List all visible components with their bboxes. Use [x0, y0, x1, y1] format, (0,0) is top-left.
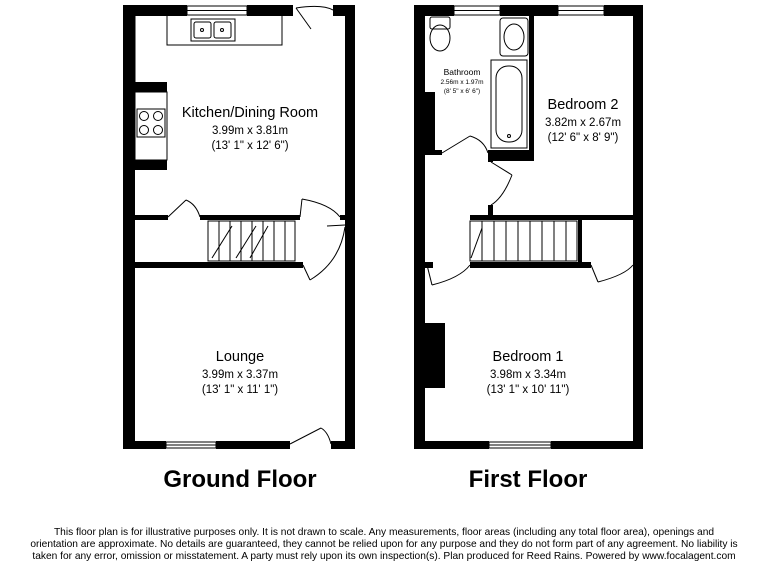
door-kitchen-rear [296, 8, 311, 29]
room-labels [182, 67, 621, 396]
hob-icon [137, 109, 165, 137]
lounge-metric: 3.99m x 3.37m [201, 369, 279, 381]
basin-icon [500, 18, 528, 56]
door-kitchen-hall [168, 200, 186, 217]
sink-icon [191, 19, 235, 41]
door-lounge [303, 265, 310, 280]
bedroom1-metric: 3.98m x 3.34m [489, 369, 567, 381]
kitchen-name: Kitchen/Dining Room [181, 105, 319, 121]
ground-floor-outer-walls [123, 5, 355, 449]
bedroom1-imperial: (13' 1" x 10' 11") [486, 384, 570, 396]
first-floor-staircase [470, 221, 577, 261]
door-bathroom [442, 136, 470, 153]
bathroom-name: Bathroom [443, 67, 481, 77]
lounge-name: Lounge [215, 349, 265, 365]
toilet-icon [430, 17, 450, 51]
lounge-imperial: (13' 1" x 11' 1") [201, 384, 279, 396]
bedroom2-metric: 3.82m x 2.67m [544, 117, 622, 129]
bathroom-metric: 2.56m x 1.97m [440, 79, 484, 86]
kitchen-imperial: (13' 1" x 12' 6") [211, 140, 289, 152]
bathroom-imperial: (8' 5" x 6' 6") [443, 88, 481, 95]
first-floor-title: First Floor [468, 466, 588, 493]
ground-floor-windows [166, 6, 247, 448]
door-cupboard [591, 265, 598, 282]
bath-icon [491, 60, 527, 148]
door-front [290, 428, 321, 444]
bedroom2-imperial: (12' 6" x 8' 9") [547, 132, 619, 144]
ground-floor-staircase [208, 221, 295, 261]
disclaimer-text: This floor plan is for illustrative purposes only. It is not drawn to scale. Any measurements, floor areas (including any total floor area), openings and orientation are approximate. No details are guaranteed, they cannot be relied upon for any purpose and they do not form part of any agreement. No liability is taken for any error, omission or misstatement. A party must rely upon its own inspection(s). Plan produced for Reed Rains. Powered by www.focalagent.com [30, 527, 738, 562]
bedroom2-name: Bedroom 2 [547, 97, 619, 113]
ground-floor-title: Ground Floor [163, 466, 317, 493]
bedroom1-name: Bedroom 1 [492, 349, 564, 365]
kitchen-metric: 3.99m x 3.81m [211, 125, 289, 137]
door-bedroom2 [491, 162, 512, 175]
ground-floor-plan [123, 5, 355, 449]
